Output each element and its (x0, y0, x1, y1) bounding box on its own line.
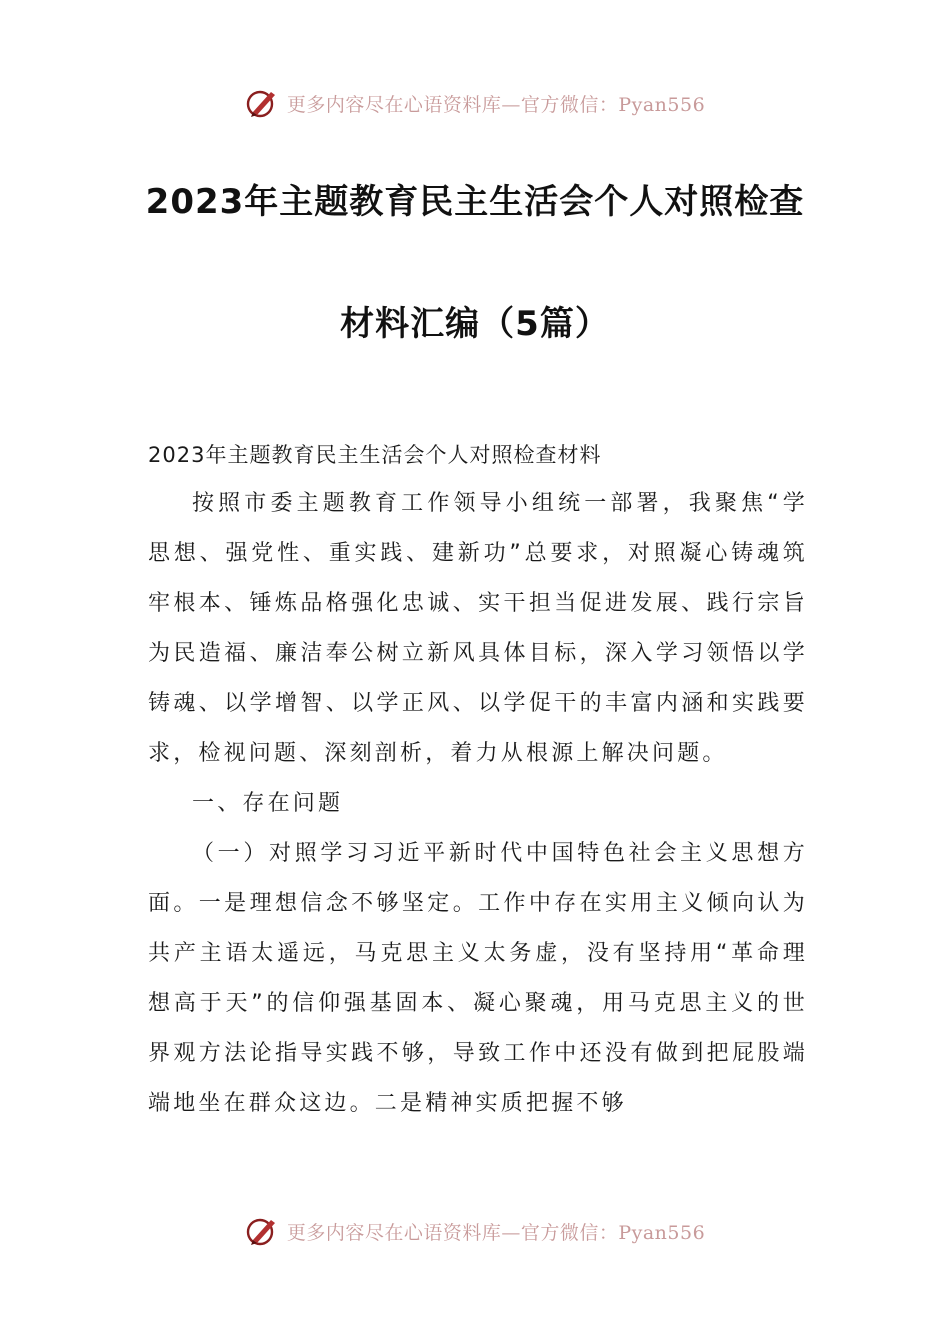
document-title-line2: 材料汇编（5篇） (340, 304, 610, 344)
document-body (148, 479, 808, 1129)
paragraph-problems: （一）对照学习习近平新时代中国特色社会主义思想方面。一是理想信念不够坚定。工作中存在实用主义倾向认为共产主语太遥远，马克思主义太务虚，没有坚持用“革命理想高于天”的信仰强基固本、凝心聚魂，用马克思主义的世界观方法论指导实践不够，导致工作中还没有做到把屁股端端地坐在群众这边。二是精神实质把握不够 (148, 841, 808, 1116)
document-title-line1: 2023年主题教育民主生活会个人对照检查 (145, 182, 805, 222)
document-subtitle: 2023年主题教育民主生活会个人对照检查材料 (148, 443, 602, 467)
watermark-footer (0, 1214, 950, 1248)
pen-in-circle-icon (245, 1214, 279, 1248)
watermark-header (0, 86, 950, 120)
paragraph-intro: 按照市委主题教育工作领导小组统一部署，我聚焦“学思想、强党性、重实践、建新功”总要求，对照凝心铸魂筑牢根本、锤炼品格强化忠诚、实干担当促进发展、践行宗旨为民造福、廉洁奉公树立新风具体目标，深入学习领悟以学铸魂、以学增智、以学正风、以学促干的丰富内涵和实践要求，检视问题、深刻剖析，着力从根源上解决问题。 (148, 491, 808, 766)
pen-in-circle-icon (245, 86, 279, 120)
watermark-text: 更多内容尽在心语资料库—官方微信：Pyan556 (286, 1221, 706, 1244)
watermark-text: 更多内容尽在心语资料库—官方微信：Pyan556 (286, 93, 706, 116)
section-heading: 一、存在问题 (192, 791, 344, 816)
